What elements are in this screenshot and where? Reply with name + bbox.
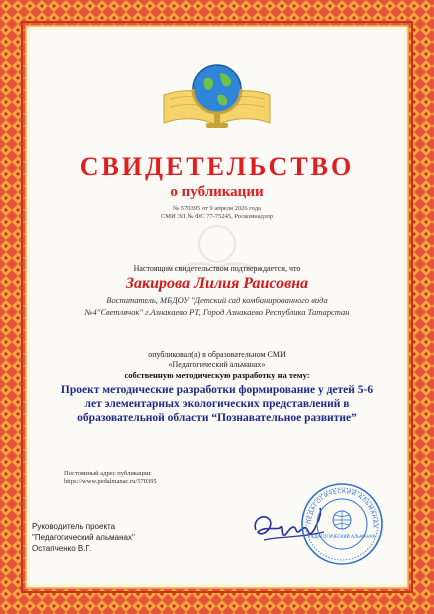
published-in-text: опубликовал(а) в образовательном СМИ: [148, 350, 286, 359]
media-registration: СМИ ЭЛ № ФС 77-75245, Роскомнадзор: [160, 213, 274, 220]
work-label: собственную методическую разработку на тему:: [124, 370, 310, 380]
recipient-position: Воспитатель, МБДОУ "Детский сад комбинированного вида №4"Светлячок" г.Азнакаево РТ, Город Азнакаево Республика Татарстан: [84, 295, 350, 317]
certificate-title: СВИДЕТЕЛЬСТВО: [79, 152, 355, 181]
official-seal-icon: [300, 482, 384, 566]
recipient-name: Закирова Лилия Раисовна: [125, 275, 309, 292]
certificate-subtitle: о публикации: [170, 184, 264, 200]
address-label: Постоянный адрес публикации:: [64, 470, 152, 477]
signatory-role: Руководитель проекта: [32, 522, 116, 531]
seal-ring-text: ПЕДАГОГИЧЕСКИЙ АЛЬМАНАХ: [306, 488, 378, 529]
publication-url: https://www.pedalmanac.ru/570395: [64, 478, 157, 485]
globe-emblem-icon: [160, 55, 274, 135]
seal-center-text: ПЕДАГОГИЧЕСКИЙ АЛЬМАНАХ: [308, 534, 376, 539]
registration-number: № 570395 от 9 апреля 2026 года: [172, 205, 262, 212]
signatory-name: Остапченко В.Г.: [32, 544, 92, 553]
confirmation-text: Настоящим свидетельством подтверждается, что: [133, 264, 301, 273]
publication-topic: Проект методические разработки формирование у детей 5-6 лет элементарных экологических представлений в образовательной области “Познавательное развитие”: [60, 384, 374, 424]
signatory-org: "Педагогический альманах": [32, 533, 135, 542]
media-name: «Педагогический альманах»: [168, 360, 266, 369]
